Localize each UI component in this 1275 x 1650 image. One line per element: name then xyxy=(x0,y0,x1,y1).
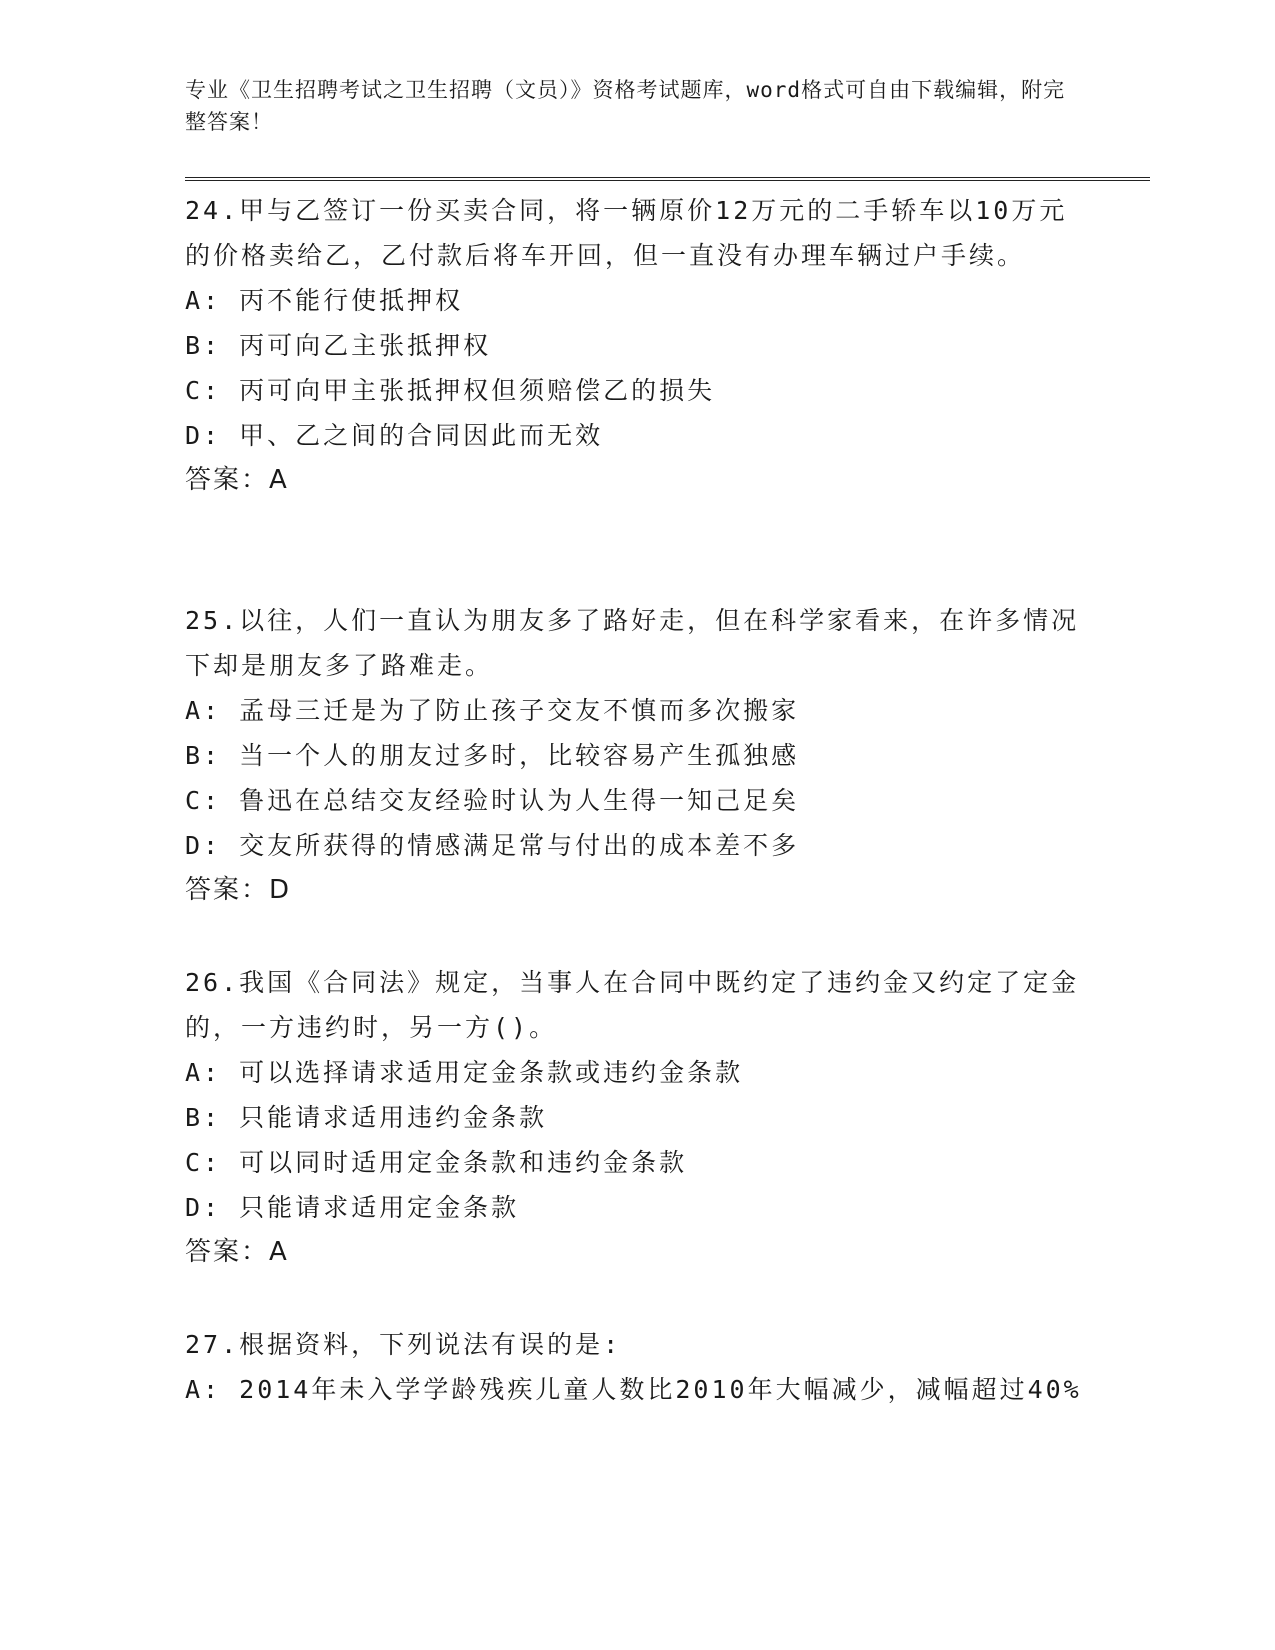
question-27 xyxy=(185,1322,1085,1412)
question-26 xyxy=(185,960,1085,1275)
option-b: B: 丙可向乙主张抵押权 xyxy=(185,331,492,360)
option-d: D: 只能请求适用定金条款 xyxy=(185,1193,520,1222)
option-a: A: 丙不能行使抵押权 xyxy=(185,286,464,315)
option-d: D: 甲、乙之间的合同因此而无效 xyxy=(185,421,604,450)
option-c: C: 丙可向甲主张抵押权但须赔偿乙的损失 xyxy=(185,376,716,405)
header-divider xyxy=(185,177,1150,181)
question-stem: 27.根据资料，下列说法有误的是: xyxy=(185,1330,622,1359)
option-a: A: 孟母三迁是为了防止孩子交友不慎而多次搬家 xyxy=(185,696,800,725)
option-c: C: 鲁迅在总结交友经验时认为人生得一知己足矣 xyxy=(185,786,800,815)
option-a: A: 可以选择请求适用定金条款或违约金条款 xyxy=(185,1058,744,1087)
answer-label: 答案：A xyxy=(185,1237,289,1267)
option-b: B: 只能请求适用违约金条款 xyxy=(185,1103,548,1132)
question-stem: 24.甲与乙签订一份买卖合同，将一辆原价12万元的二手轿车以10万元的价格卖给乙，乙付款后将车开回，但一直没有办理车辆过户手续。 xyxy=(185,196,1068,270)
option-d: D: 交友所获得的情感满足常与付出的成本差不多 xyxy=(185,831,800,860)
option-c: C: 可以同时适用定金条款和违约金条款 xyxy=(185,1148,688,1177)
question-25 xyxy=(185,598,1085,913)
question-stem: 25.以往，人们一直认为朋友多了路好走，但在科学家看来，在许多情况下却是朋友多了路难走。 xyxy=(185,606,1080,680)
answer-label: 答案：A xyxy=(185,465,289,495)
option-a: A: 2014年未入学学龄残疾儿童人数比2010年大幅减少，减幅超过40% xyxy=(185,1375,1082,1404)
document-header: 专业《卫生招聘考试之卫生招聘（文员）》资格考试题库，word格式可自由下载编辑，附完整答案！ xyxy=(185,78,1066,134)
question-24 xyxy=(185,188,1085,503)
answer-label: 答案：D xyxy=(185,875,292,905)
question-stem: 26.我国《合同法》规定，当事人在合同中既约定了违约金又约定了定金的，一方违约时，另一方()。 xyxy=(185,968,1080,1042)
option-b: B: 当一个人的朋友过多时，比较容易产生孤独感 xyxy=(185,741,800,770)
